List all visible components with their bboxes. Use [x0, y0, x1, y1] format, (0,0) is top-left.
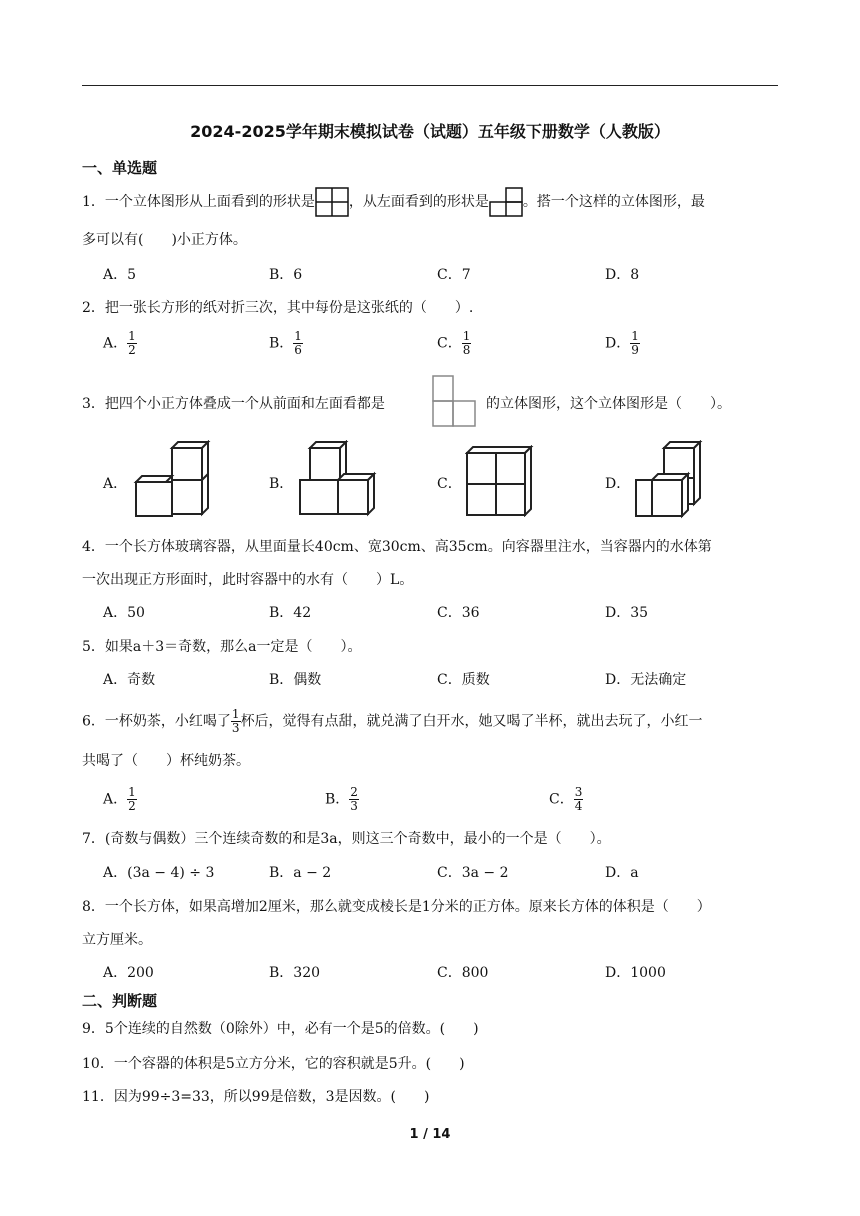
q6-option-c[interactable]: C． $\frac{3}{4}$	[549, 785, 583, 813]
q6-line1: 6．一杯奶茶，小红喝了 $\frac{1}{3}$ 杯后，觉得有点甜，就兑满了白开水，她又喝了半杯，就出去玩了，小红一	[82, 707, 703, 735]
q5-option-c[interactable]: C．质数	[437, 672, 490, 688]
q2-option-a[interactable]: A． $\frac{1}{2}$	[103, 329, 136, 357]
q8-option-d[interactable]: D．1000	[605, 965, 666, 981]
left-view-icon	[489, 187, 523, 217]
q2-option-b[interactable]: B． $\frac{1}{6}$	[269, 329, 302, 357]
q8-option-c[interactable]: C．800	[437, 965, 489, 981]
q2-text: 2．把一张长方形的纸对折三次，其中每份是这张纸的（ ）.	[82, 300, 474, 316]
q1-line1: 1．一个立体图形从上面看到的形状是 ，从左面看到的形状是 。搭一个这样的立体图形，最	[82, 187, 705, 217]
q6-fraction: $\frac{1}{3}$	[231, 707, 240, 735]
q1-option-a[interactable]: A．5	[103, 267, 137, 283]
q4-option-a[interactable]: A．50	[103, 605, 145, 621]
q6-option-a[interactable]: A． $\frac{1}{2}$	[103, 785, 136, 813]
q11-text: 11．因为99÷3=33，所以99是倍数，3是因数。( )	[82, 1089, 430, 1105]
q7-option-d[interactable]: D．a	[605, 865, 639, 881]
section-single-choice: 一、单选题	[82, 159, 158, 177]
q3-option-a[interactable]: A．	[103, 476, 128, 492]
q9-text: 9．5个连续的自然数（0除外）中，必有一个是5的倍数。( )	[82, 1021, 479, 1037]
q7-option-a[interactable]: A．(3a − 4) ÷ 3	[103, 865, 215, 881]
q1-option-c[interactable]: C．7	[437, 267, 471, 283]
q8-option-a[interactable]: A．200	[103, 965, 154, 981]
page-title: 2024-2025学年期末模拟试卷（试题）五年级下册数学（人教版）	[190, 122, 670, 141]
q1-line2: 多可以有( )小正方体。	[82, 232, 247, 248]
cube-figure-d	[632, 440, 714, 520]
q10-text: 10．一个容器的体积是5立方分米，它的容积就是5升。( )	[82, 1056, 465, 1072]
q1-option-b[interactable]: B．6	[269, 267, 303, 283]
q3-option-d[interactable]: D．	[605, 476, 631, 492]
front-left-view-icon	[432, 375, 476, 427]
q4-line2: 一次出现正方形面时，此时容器中的水有（ ）L。	[82, 572, 414, 588]
q3-option-b[interactable]: B．	[269, 476, 294, 492]
top-view-icon	[315, 187, 349, 217]
cube-figure-b	[296, 440, 378, 520]
q4-option-b[interactable]: B．42	[269, 605, 312, 621]
q2-option-c[interactable]: C． $\frac{1}{8}$	[437, 329, 471, 357]
q4-option-c[interactable]: C．36	[437, 605, 480, 621]
q7-text: 7．(奇数与偶数）三个连续奇数的和是3a，则这三个奇数中，最小的一个是（ ）。	[82, 831, 611, 847]
section-true-false: 二、判断题	[82, 992, 158, 1010]
q5-option-d[interactable]: D．无法确定	[605, 672, 687, 688]
header-rule	[82, 85, 778, 86]
q2-option-d[interactable]: D． $\frac{1}{9}$	[605, 329, 639, 357]
q1-option-d[interactable]: D．8	[605, 267, 640, 283]
q7-option-b[interactable]: B．a − 2	[269, 865, 332, 881]
q5-text: 5．如果a＋3＝奇数，那么a一定是（ ）。	[82, 639, 362, 655]
q6-line2: 共喝了（ ）杯纯奶茶。	[82, 753, 250, 769]
q8-line2: 立方厘米。	[82, 932, 152, 948]
page-number: 1 / 14	[409, 1127, 451, 1142]
q3-text-a: 3．把四个小正方体叠成一个从前面和左面看都是	[82, 396, 385, 412]
q3-text-b: 的立体图形，这个立体图形是（ ）。	[486, 396, 731, 412]
q5-option-b[interactable]: B．偶数	[269, 672, 322, 688]
q4-option-d[interactable]: D．35	[605, 605, 649, 621]
cube-figure-c	[465, 445, 537, 517]
q8-option-b[interactable]: B．320	[269, 965, 321, 981]
cube-figure-a	[130, 440, 212, 520]
q6-option-b[interactable]: B． $\frac{2}{3}$	[325, 785, 358, 813]
q8-line1: 8．一个长方体，如果高增加2厘米，那么就变成棱长是1分米的正方体。原来长方体的体积是（ ）	[82, 899, 711, 915]
q7-option-c[interactable]: C．3a − 2	[437, 865, 509, 881]
q5-option-a[interactable]: A．奇数	[103, 672, 156, 688]
q3-option-c[interactable]: C．	[437, 476, 462, 492]
q4-line1: 4．一个长方体玻璃容器，从里面量长40cm、宽30cm、高35cm。向容器里注水，当容器内的水体第	[82, 539, 712, 555]
